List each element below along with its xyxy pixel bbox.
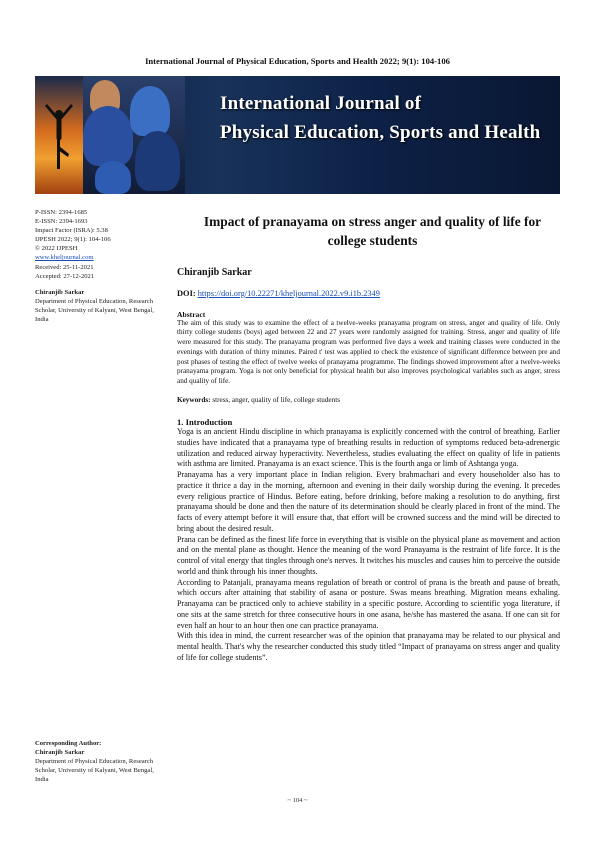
p-issn: P-ISSN: 2394-1685 bbox=[35, 209, 88, 216]
athlete-photo bbox=[130, 86, 170, 136]
page-number: ~ 104 ~ bbox=[287, 797, 308, 804]
paragraph: Pranayama has a very important place in Indian religion. Every brahmachari and every householder also has to practice it thrice a day in the morning, afternoon and evening in their daily worship during the evening. It precedes every religious practice of Hindus. Before eating, before drinking, before making a resolution to do anything, first pranayama should be done and then the nature of its determination should be clearly placed in front of the mind. The facts of every attempt before it will ensure that, that effort will be crowned success and the mind will be directed to bring about the desired result. bbox=[177, 470, 560, 533]
doi-line bbox=[177, 289, 560, 298]
intro-heading: 1. Introduction bbox=[177, 417, 233, 427]
impact-factor: Impact Factor (ISRA): 5.38 bbox=[35, 227, 108, 235]
corresponding-author bbox=[35, 739, 165, 784]
corresponding-label: Corresponding Author: bbox=[35, 740, 102, 747]
keywords-text: stress, anger, quality of life, college students bbox=[210, 396, 340, 404]
author-affiliation bbox=[35, 288, 165, 324]
doi-label: DOI: bbox=[177, 288, 198, 298]
abstract-heading: Abstract bbox=[177, 309, 206, 319]
accepted-date: Accepted: 27-12-2021 bbox=[35, 272, 95, 280]
keywords-label: Keywords: bbox=[177, 396, 211, 404]
journal-banner bbox=[35, 76, 560, 194]
sidebar-author-dept: Department of Physical Education, Research Scholar, University of Kalyani, West Bengal, India bbox=[35, 297, 154, 324]
received-date: Received: 25-11-2021 bbox=[35, 263, 94, 271]
keywords bbox=[177, 396, 560, 404]
corresponding-name: Chiranjib Sarkar bbox=[35, 749, 85, 757]
e-issn: E-ISSN: 2394-1693 bbox=[35, 218, 88, 226]
article-main bbox=[177, 213, 560, 664]
banner-title-line2: Physical Education, Sports and Health bbox=[220, 121, 541, 143]
paragraph: With this idea in mind, the current researcher was of the opinion that pranayama may be related to our physical and mental health. That's why the researcher conducted this study titled “Impact of pranayama on stress anger and quality of life for college students”. bbox=[177, 631, 560, 662]
citation: IJPESH 2022; 9(1): 104-106 bbox=[35, 236, 111, 244]
doi-link[interactable]: https://doi.org/10.22271/kheljournal.2022.v9.i1b.2349 bbox=[197, 288, 380, 298]
journal-info bbox=[35, 208, 165, 281]
paragraph: Prana can be defined as the finest life force in everything that is visible on the physical plane as movement and action and on the mental plane as thought. Hence the meaning of the word Pranayama is the restraint of life force. It is the control of vital energy that tingles through one's nerves. It twitches his muscles and causes him to perceive the outside world and think through his inner thoughts. bbox=[177, 534, 560, 576]
sidebar-author-name: Chiranjib Sarkar bbox=[35, 288, 85, 296]
paragraph: Yoga is an ancient Hindu discipline in which pranayama is explicitly concerned with the control of breathing. Earlier studies have indicated that a pranayama type of breathing results in reduction of symptoms reduced beta-adrenergic utilization and reduced airway hyperactivity. Nevertheless, studies evaluating the effect on quality of life in patients with asthma are limited. Pranayama is an exact science. This is the fourth anga or limb of Ashtanga yoga. bbox=[177, 427, 560, 469]
journal-website-link[interactable]: www.kheljournal.com bbox=[35, 254, 94, 262]
athlete-photo bbox=[95, 161, 131, 194]
yoga-silhouette-image bbox=[35, 76, 83, 194]
banner-title bbox=[220, 90, 560, 147]
athlete-photo bbox=[83, 106, 133, 166]
banner-title-line1: International Journal of bbox=[220, 93, 422, 114]
corresponding-dept: Department of Physical Education, Research Scholar, University of Kalyani, West Bengal, India bbox=[35, 758, 154, 784]
abstract-text: The aim of this study was to examine the effect of a twelve-weeks pranayama program on stress, anger and quality of life. Only thirty college students (boys) aged between 22 and 27 years were randomly assigned for training. Stress, anger and quality of life were measured for this study. The pranayama program was performed five days a week and training classes were conducted in the evenings with duration of thirty minutes. Paired t' test was applied to check the existence of significant difference between pre and post phases of testing the effect of twelve weeks of pranayama programme. The findings showed improvement after a twelve-weeks pranayama program. Yoga is not only beneficial for physical health but also improves psychological variables such as anger, stress and quality of life. bbox=[177, 318, 560, 386]
athlete-photo bbox=[135, 131, 180, 191]
banner-photo bbox=[35, 76, 185, 194]
running-head: International Journal of Physical Education, Sports and Health 2022; 9(1): 104-106 bbox=[145, 56, 450, 66]
copyright: © 2022 IJPESH bbox=[35, 245, 78, 253]
author-name: Chiranjib Sarkar bbox=[177, 266, 252, 278]
article-info-sidebar bbox=[35, 208, 165, 328]
paragraph: According to Patanjali, pranayama means regulation of breath or control of prana is the breath and pause of breath, which occurs after attaining that stability of asana or posture. Swas means breathing. Migration means exhaling. Pranayama can be practiced only to achieve stability in a specific posture. According to scientific yoga literature, if one sits at the same stretch for three consecutive hours in one asana, he/she has mastered the asana. If one can sit for even half an hour to an hour then one can practice pranayama. bbox=[177, 577, 560, 630]
paper-title: Impact of pranayama on stress anger and quality of life for college students bbox=[203, 214, 542, 248]
